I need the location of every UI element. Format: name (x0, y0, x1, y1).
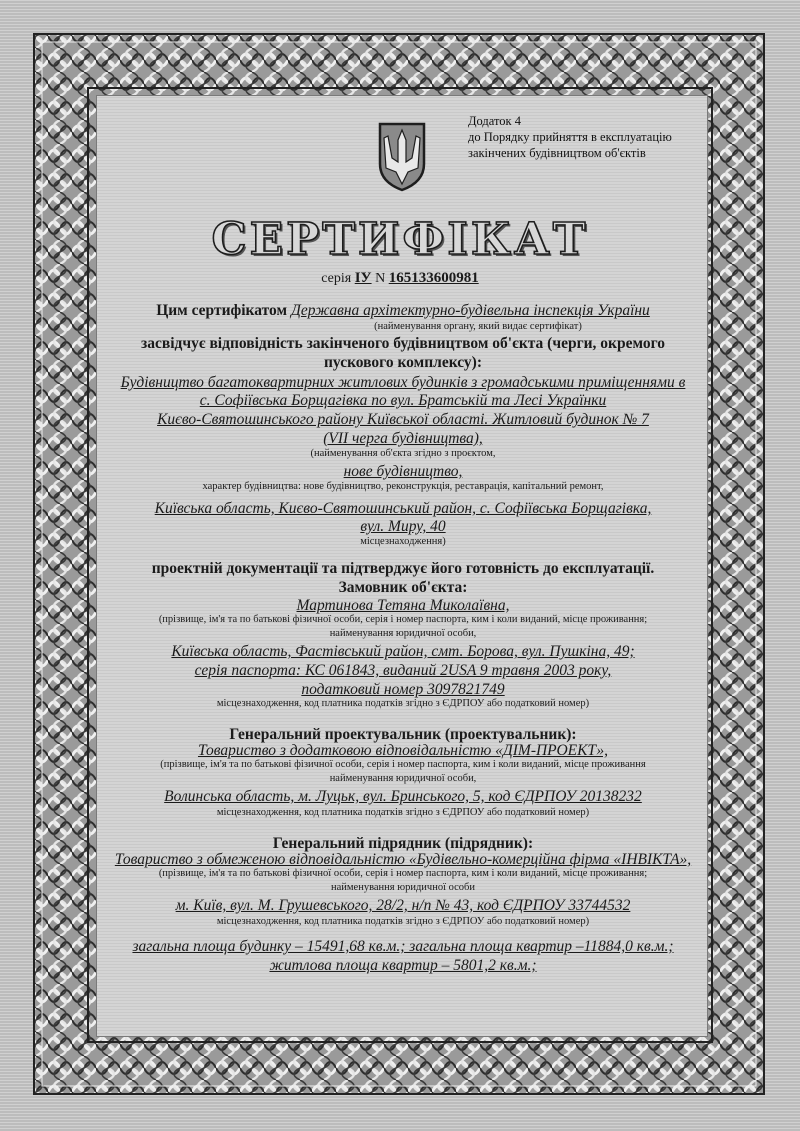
object-line: Будівництво багатоквартирних житлових будинків з громадськими приміщеннями в (120, 374, 686, 391)
customer-heading: Замовник об'єкта: (338, 579, 468, 596)
object-caption: (найменування об'єкта згідно з проєктом, (310, 448, 496, 459)
ukraine-trident-icon (376, 120, 428, 192)
designer-heading: Генеральний проектувальник (проектувальник): (229, 726, 577, 743)
issuer-lead: Цим сертифікатом (156, 302, 288, 319)
construction-type: нове будівництво, (343, 463, 463, 480)
construction-caption: характер будівництва: нове будівництво, реконструкція, реставрація, капітальний ремонт, (202, 481, 604, 492)
contractor-caption: (прізвище, ім'я та по батькові фізичної особи, серія і номер паспорта, ким і коли виданий, місце проживання; (158, 868, 648, 879)
annex-line: до Порядку прийняття в експлуатацію (468, 130, 672, 144)
customer-line: податковий номер 3097821749 (301, 681, 505, 698)
designer-caption: найменування юридичної особи, (329, 773, 477, 784)
location-caption: місцезнаходження) (360, 536, 446, 547)
designer-name: Товариство з додатковою відповідальністю «ДІМ-ПРОЕКТ», (197, 742, 609, 759)
annex-line: закінчених будівництвом об'єктів (468, 146, 646, 160)
certificate-body (108, 303, 698, 977)
location-line: вул. Миру, 40 (360, 518, 446, 535)
customer-caption: найменування юридичної особи, (329, 628, 477, 639)
customer-line: Київська область, Фастівський район, смт. Борова, вул. Пушкіна, 49; (171, 643, 635, 660)
area-line: загальна площа будинку – 15491,68 кв.м.; загальна площа квартир –11884,0 кв.м.; (132, 938, 674, 955)
series-label: серія (321, 271, 352, 286)
conformity-statement: проектній документації та підтверджує його готовність до експлуатації. (151, 560, 655, 577)
customer-caption-end: місцезнаходження, код платника податків згідно з ЄДРПОУ або податковий номер) (216, 698, 590, 709)
annex-note (468, 113, 672, 161)
number-label: N (375, 271, 386, 286)
issuer-caption: (найменування органу, який видає сертифікат) (374, 321, 582, 332)
designer-caption: (прізвище, ім'я та по батькові фізичної особи, серія і номер паспорта, ким і коли виданий, місце проживання (160, 759, 646, 770)
annex-line: Додаток 4 (468, 114, 521, 128)
contractor-caption: найменування юридичної особи (331, 882, 475, 893)
certificate-number: 165133600981 (388, 270, 479, 286)
contractor-name: Товариство з обмеженою відповідальністю «Будівельно-комерційна фірма «ІНВІКТА», (114, 851, 692, 868)
designer-caption-end: місцезнаходження, код платника податків згідно з ЄДРПОУ або податковий номер) (216, 807, 590, 818)
certifies-line: засвідчує відповідність закінченого будівництвом об'єкта (черги, окремого (141, 335, 665, 352)
series-value: IУ (354, 270, 372, 286)
issuer-name: Державна архітектурно-будівельна інспекція України (291, 302, 650, 319)
contractor-heading: Генеральний підрядник (підрядник): (272, 835, 534, 852)
object-line: (VII черга будівництва), (323, 430, 483, 447)
certifies-line: пускового комплексу): (323, 354, 482, 371)
area-line: житлова площа квартир – 5801,2 кв.м.; (269, 957, 537, 974)
object-line: Києво-Святошинського району Київської області. Житловий будинок № 7 (157, 411, 649, 428)
contractor-caption-end: місцезнаходження, код платника податків згідно з ЄДРПОУ або податковий номер) (216, 916, 590, 927)
customer-name: Мартинова Тетяна Миколаївна, (296, 597, 510, 614)
contractor-line: м. Київ, вул. М. Грушевського, 28/2, н/п № 43, код ЄДРПОУ 33744532 (175, 897, 631, 914)
location-line: Київська область, Києво-Святошинський район, с. Софіївська Борщагівка, (154, 500, 652, 517)
certificate-title: СЕРТИФІКАТ (211, 214, 589, 265)
object-line: с. Софіївська Борщагівка по вул. Братській та Лесі Українки (199, 392, 607, 409)
customer-caption: (прізвище, ім'я та по батькові фізичної особи, серія і номер паспорта, ким і коли виданий, місце проживання; (158, 614, 648, 625)
designer-line: Волинська область, м. Луцьк, вул. Бринського, 5, код ЄДРПОУ 20138232 (164, 788, 642, 805)
customer-line: серія паспорта: КС 061843, виданий 2USA 9 травня 2003 року, (194, 662, 612, 679)
series-number (0, 270, 800, 287)
